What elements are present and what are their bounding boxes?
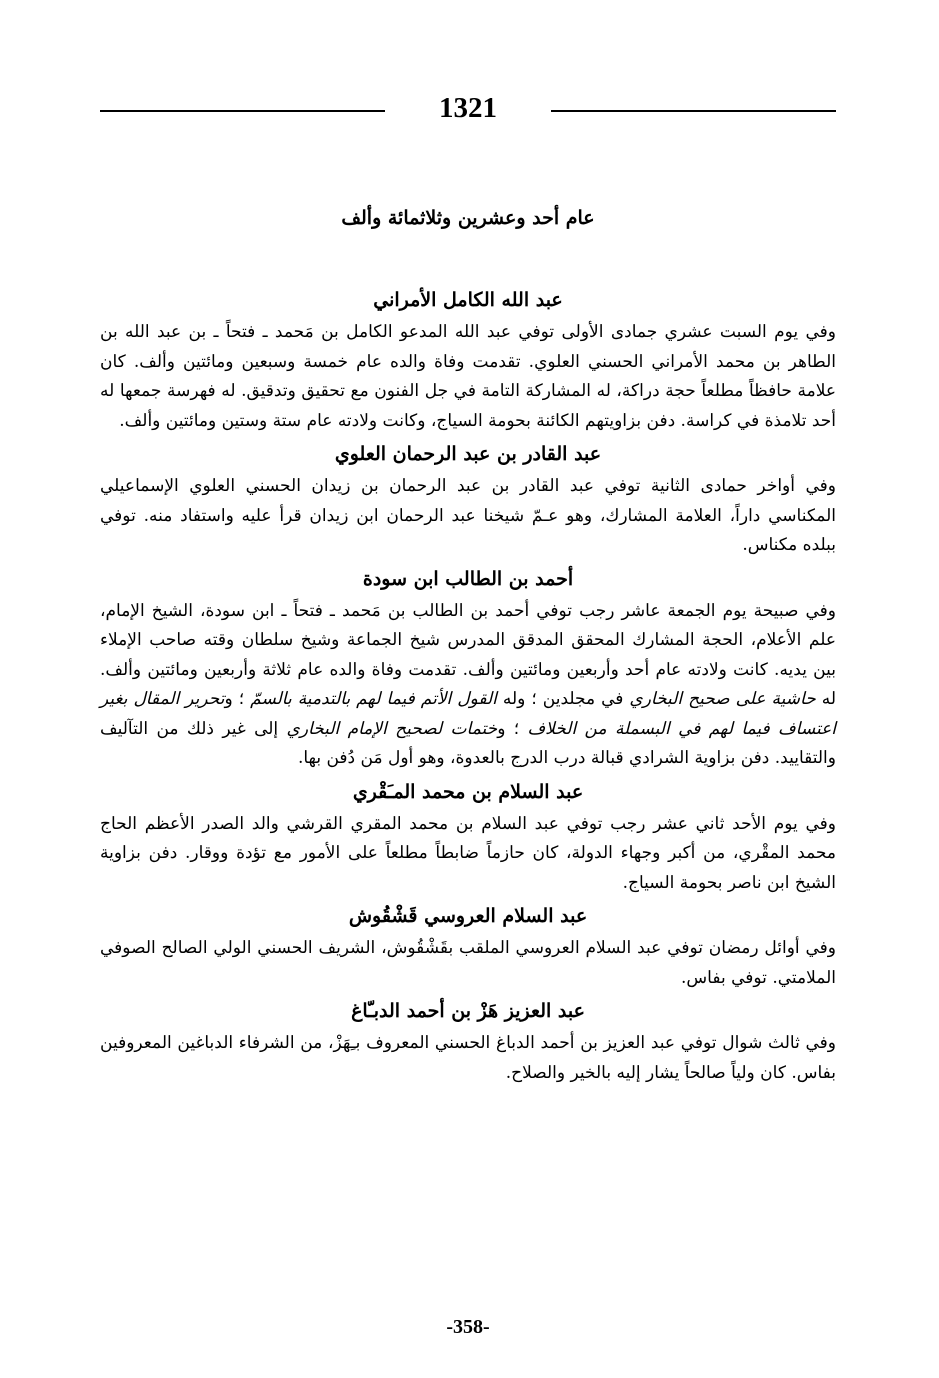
entry-text-part: في مجلدين ؛ وله bbox=[496, 689, 630, 709]
book-title: تحرير المقال بغير اعتساف فيما لهم في البسملة من الخلاف bbox=[100, 689, 836, 739]
entry-text-part: ؛ و bbox=[497, 718, 528, 739]
entry-text: وفي أوائل رمضان توفي عبد السلام العروسي الملقب بقَشْقُوش، الشريف الحسني الولي الصالح الصوفي الملامتي. توفي بفاس. bbox=[100, 938, 836, 988]
entry-name: عبد العزيز هَزْ بن أحمد الدبـّاغ bbox=[351, 1000, 585, 1022]
entry-text: وفي أواخر حمادى الثانية توفي عبد القادر بن عبد الرحمان بن زيدان الحسني العلوي الإسماعيلي المكناسي داراً، العلامة المشارك، وهو عـمّ شيخنا عبد الرحمان ابن زيدان قرأ عليه واستفاد منه. توفي ببلده مكناس. bbox=[100, 476, 836, 555]
year-number: 1321 bbox=[439, 92, 497, 124]
entry-text: وفي ثالث شوال توفي عبد العزيز بن أحمد الدباغ الحسني المعروف بـِهَزْ، من الشرفاء الدباغين المعروفين بفاس. كان ولياً صالحاً يشار إليه بالخير والصلاح. bbox=[100, 1033, 836, 1083]
section-title: عام أحد وعشرين وثلاثمائة وألف bbox=[341, 207, 595, 229]
header-rule-right bbox=[551, 110, 836, 112]
entry-text-part: ؛ و bbox=[224, 689, 251, 709]
entry-text: وفي يوم الأحد ثاني عشر رجب توفي عبد السلام بن محمد المقري القرشي والد الصدر الأعظم الحاج محمد المقْري، من أكبر وجهاء الدولة، كان حازماً ضابطاً مطلعاً على الأمور مع تؤدة ووقار. دفن بزاوية الشيخ ابن ناصر بحومة السياج. bbox=[100, 813, 836, 893]
page-number: -358- bbox=[446, 1316, 490, 1338]
page-header bbox=[100, 88, 836, 128]
entries-list bbox=[100, 282, 836, 1088]
entry-text: وفي يوم السبت عشري جمادى الأولى توفي عبد الله المدعو الكامل بن مَحمد ـ فتحاً ـ بن عبد الله بن الطاهر بن محمد الأمراني الحسني العلوي. تقدمت وفاة والده عام خمسة وسبعين ومائتين وألف. كان علامة حافظاً مطلعاً حجة دراكة، له المشاركة التامة في جل الفنون مع تحقيق وتدقيق. له فهرسة جمعها له أحد تلامذة في كراسة. دفن بزاويتهم الكائنة بحومة السياج، وكانت ولادته عام ستة وستين ومائتين وألف. bbox=[100, 322, 836, 431]
entry-name: عبد السلام بن محمد المـَقْري bbox=[352, 780, 584, 803]
book-title: القول الأتم فيما لهم بالتدمية بالسمّ bbox=[250, 689, 497, 709]
entry-name: عبد القادر بن عبد الرحمان العلوي bbox=[334, 443, 602, 465]
entry-name: أحمد بن الطالب ابن سودة bbox=[362, 567, 574, 590]
book-title: ختمات لصحيح الإمام البخاري bbox=[286, 718, 498, 739]
entry-text-part: وفي صبيحة يوم الجمعة عاشر رجب توفي أحمد بن الطالب بن مَحمد ـ فتحاً ـ ابن سودة، الشيخ الإمام، علم الأعلام، الحجة المشارك المحقق المدقق المدرس شيخ الجماعة وشيخ سلطان وقته صاحب الإملاء بين يديه. كانت ولادته عام أحد وأربعين ومائتين وألف. تقدمت وفاة والده عام ثلاثة وأربعين ومائتين وألف. له bbox=[100, 600, 837, 709]
entry-text-part: إلى غير ذلك من التآليف والتقاييد. دفن بزاوية الشرادي قبالة درب الدرج بالعدوة، وهو أول مَن دُفن بها. bbox=[100, 718, 836, 768]
book-title: حاشية على صحيح البخاري bbox=[629, 689, 816, 709]
entry-name: عبد الله الكامل الأمراني bbox=[373, 289, 563, 311]
entry-name: عبد السلام العروسي قَشْقُوش bbox=[348, 905, 588, 927]
entry-text bbox=[100, 597, 836, 774]
